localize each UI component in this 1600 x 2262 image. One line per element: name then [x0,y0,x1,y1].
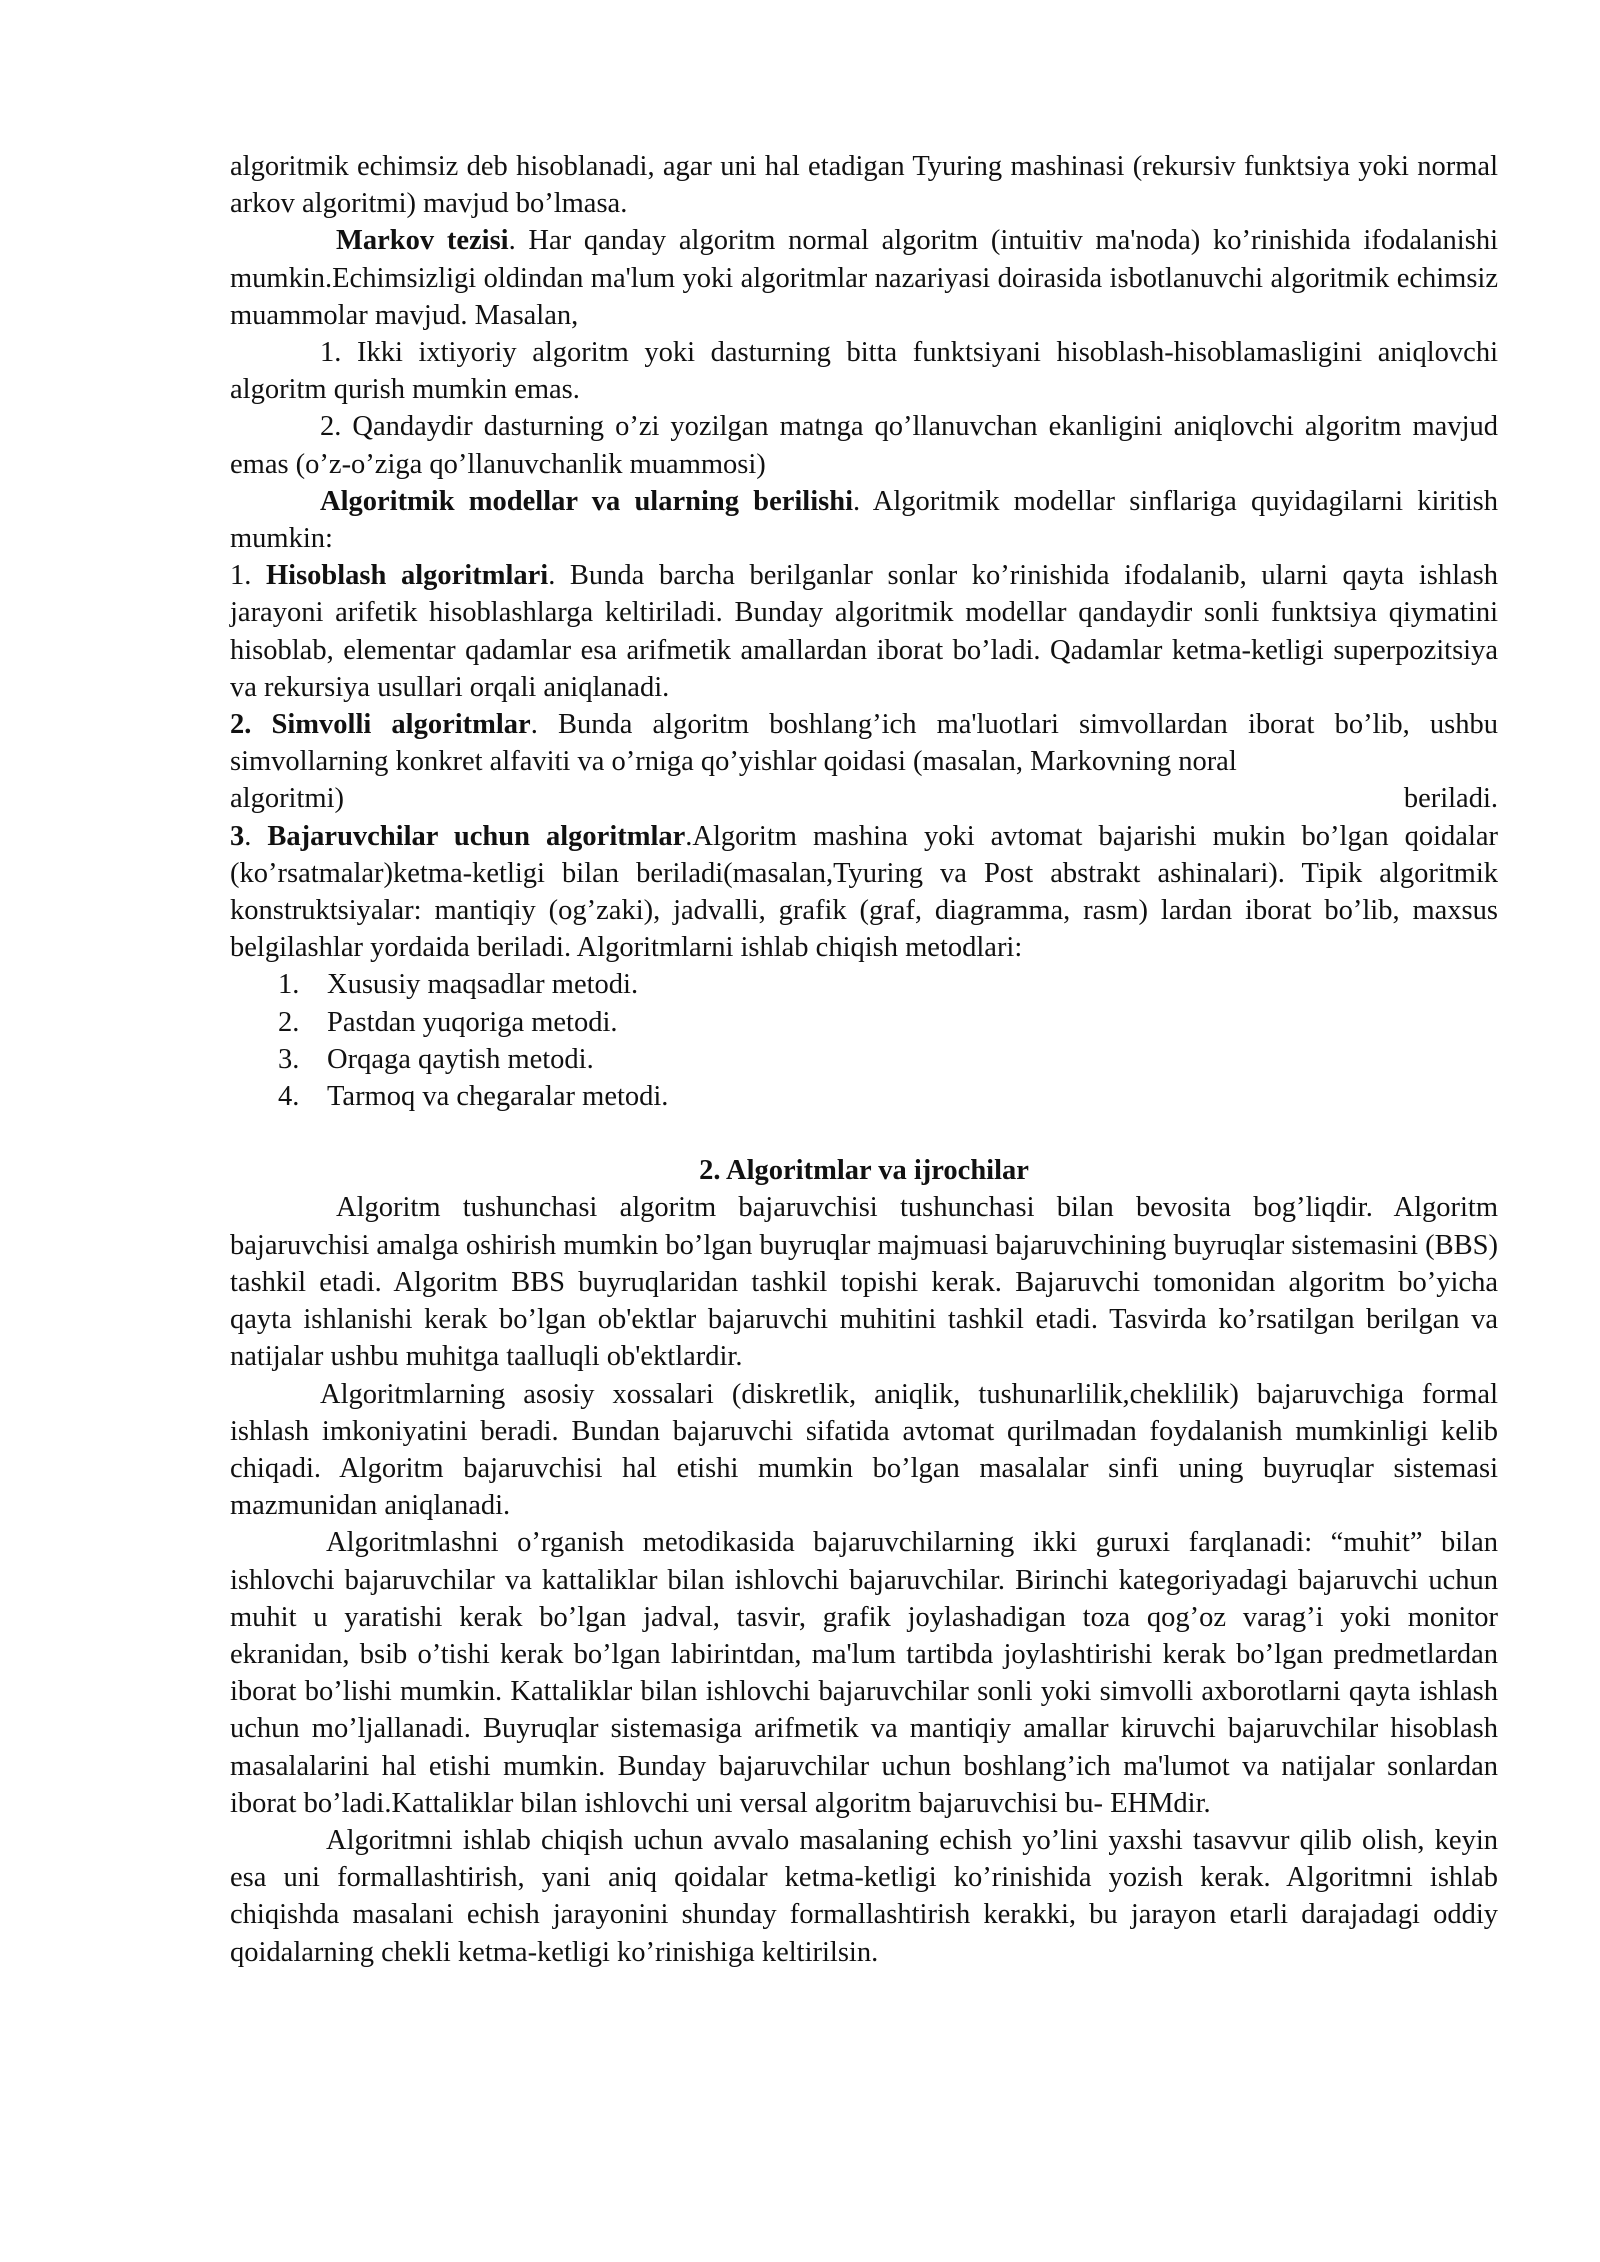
list-item: 4. Tarmoq va chegaralar metodi. [278,1081,669,1113]
list-item: 1. Xususiy maqsadlar metodi. [278,969,639,1001]
methods-list [230,966,1498,1115]
paragraph-markov-thesis [230,222,1498,334]
paragraph-algorithm-design: Algoritmni ishlab chiqish uchun avvalo masalaning echish yo’lini yaxshi tasavvur qilib olish, keyin esa uni formallashtirish, yani aniq qoidalar ketma-ketligi ko’rinishida yozish kerak. Algoritmni ishlab chiqishda masalani echish jarayonini shunday formallashtirish kerakki, bu jarayon etarli darajadagi oddiy qoidalarning chekli ketma-ketligi ko’rinishiga keltirilsin. [230,1824,1498,1968]
section-spacer [230,1115,1498,1152]
list-item: 3. Orqaga qaytish metodi. [278,1043,594,1075]
paragraph-models-intro [230,483,1498,557]
paragraph-example-2: 2. Qandaydir dasturning o’zi yozilgan matnga qo’llanuvchan ekanligini aniqlovchi algoritm mavjud emas (o’z-o’ziga qo’llanuvchanlik muammosi) [230,411,1498,480]
models-intro-text: . Algoritmik modellar sinflariga quyidagilarni kiritish mumkin: [230,485,1498,555]
markov-thesis-term: Markov tezisi [336,225,509,257]
section-heading: 2. Algoritmlar va ijrochilar [699,1155,1029,1187]
list-item: 2. Pastdan yuqoriga metodi. [278,1006,618,1038]
symbolic-last-right: beriladi. [1403,783,1498,815]
symbolic-text: . Bunda algoritm boshlang’ich ma'luotlari simvollardan iborat bo’lib, ushbu simvollarning konkret alfaviti va o’rniga qo’yishlar qoidasi (masalan, Markovning noral [230,709,1498,778]
paragraph-executor-groups: Algoritmlashni o’rganish metodikasida bajaruvchilarning ikki guruxi farqlanadi: “muhit” bilan ishlovchi bajaruvchilar va kattaliklar bilan ishlovchi bajaruvchilar. Birinchi kategoriyadagi bajaruvchi uchun muhit u yaratishi kerak bo’lgan jadval, tasvir, grafik joylashadigan toza qog’oz varag’i yoki monitor ekranidan, bsib o’tishi kerak bo’lgan labirintdan, ma'lum tartibda joylashtirishi kerak bo’lgan predmetlardan iborat bo’lishi mumkin. Kattaliklar bilan ishlovchi bajaruvchilar sonli yoki simvolli axborotlarni qayta ishlash uchun mo’ljallanadi. Buyruqlar sistemasiga arifmetik va mantiqiy amallar kiruvchi bajaruvchilar hisoblash masalalarini hal etishi mumkin. Bunday bajaruvchilar uchun boshlang’ich ma'lumot va natijalar sonlardan iborat bo’ladi.Kattaliklar bilan ishlovchi uni versal algoritm bajaruvchisi bu- EHMdir. [230,1527,1498,1819]
computational-text: . Bunda barcha berilganlar sonlar ko’rinishida ifodalanib, ularni qayta ishlash jarayoni arifetik hisoblashlarga keltiriladi. Bunday algoritmik modellar qandaydir sonli funktsiya qiymatini hisoblab, elementar qadamlar esa arifmetik amallardan iborat bo’ladi. Qadamlar ketma-ketligi superpozitsiya va rekursiya usullari orqali aniqlanadi. [230,560,1498,703]
paragraph-computational-algorithms [230,557,1498,706]
paragraph-executor-algorithms [230,818,1498,967]
symbolic-last-left: algoritmi) [230,783,344,815]
document-page [230,148,1498,1971]
models-heading-inline: Algoritmik modellar va ularning berilishi [320,485,853,517]
executor-number: 3 [230,820,245,852]
markov-thesis-text: . Har qanday algoritm normal algoritm (intuitiv ma'noda) ko’rinishida ifodalanishi mumkin.Echimsizligi oldindan ma'lum yoki algoritmlar nazariyasi doirasida isbotlanuvchi algoritmik echimsiz muammolar mavjud. Masalan, [230,225,1498,331]
executor-dot: . [244,820,268,852]
paragraph-example-1: 1. Ikki ixtiyoriy algoritm yoki dasturning bitta funktsiyani hisoblash-hisoblamasligini aniqlovchi algoritm qurish mumkin emas. [230,337,1498,406]
paragraph-symbolic-algorithms [230,706,1498,818]
symbolic-last-line [230,780,1498,817]
executor-term: Bajaruvchilar uchun algoritmlar [267,820,686,852]
paragraph-algorithm-executor: Algoritm tushunchasi algoritm bajaruvchisi tushunchasi bilan bevosita bog’liqdir. Algoritm bajaruvchisi amalga oshirish mumkin bo’lgan buyruqlar majmuasi bajaruvchining buyruqlar sistemasini (BBS) tashkil etadi. Algoritm BBS buyruqlaridan tashkil topishi kerak. Bajaruvchi tomonidan algoritm bo’yicha qayta ishlanishi kerak bo’lgan ob'ektlar bajaruvchi muhitini tashkil etadi. Tasvirda ko’rsatilgan berilgan va natijalar ushbu muhitga taalluqli ob'ektlardir. [230,1192,1499,1373]
paragraph-properties: Algoritmlarning asosiy xossalari (diskretlik, aniqlik, tushunarlilik,cheklilik) bajaruvchiga formal ishlash imkoniyatini beradi. Bundan bajaruvchi sifatida avtomat qurilmadan foydalanish mumkinligi kelib chiqadi. Algoritm bajaruvchisi hal etishi mumkin bo’lgan masalalar sinfi uning buyruqlar sistemasi mazmunidan aniqlanadi. [230,1378,1498,1522]
symbolic-body [230,706,1498,780]
executor-text: .Algoritm mashina yoki avtomat bajarishi mukin bo’lgan qoidalar (ko’rsatmalar)ketma-ketligi bilan beriladi(masalan,Tyuring va Post abstrakt ashinalari). Tipik algoritmik konstruktsiyalar: mantiqiy (og’zaki), jadvalli, grafik (graf, diagramma, rasm) lardan iborat bo’lib, maxsus belgilashlar yordaida beriladi. Algoritmlarni ishlab chiqish metodlari: [230,820,1499,964]
computational-term: Hisoblash algoritmlari [265,560,549,592]
paragraph-intro: algoritmik echimsiz deb hisoblanadi, agar uni hal etadigan Tyuring mashinasi (rekursiv funktsiya yoki normal arkov algoritmi) mavjud bo’lmasa. [230,151,1498,220]
computational-number: 1. [230,560,266,592]
symbolic-term: 2. Simvolli algoritmlar [230,709,531,741]
